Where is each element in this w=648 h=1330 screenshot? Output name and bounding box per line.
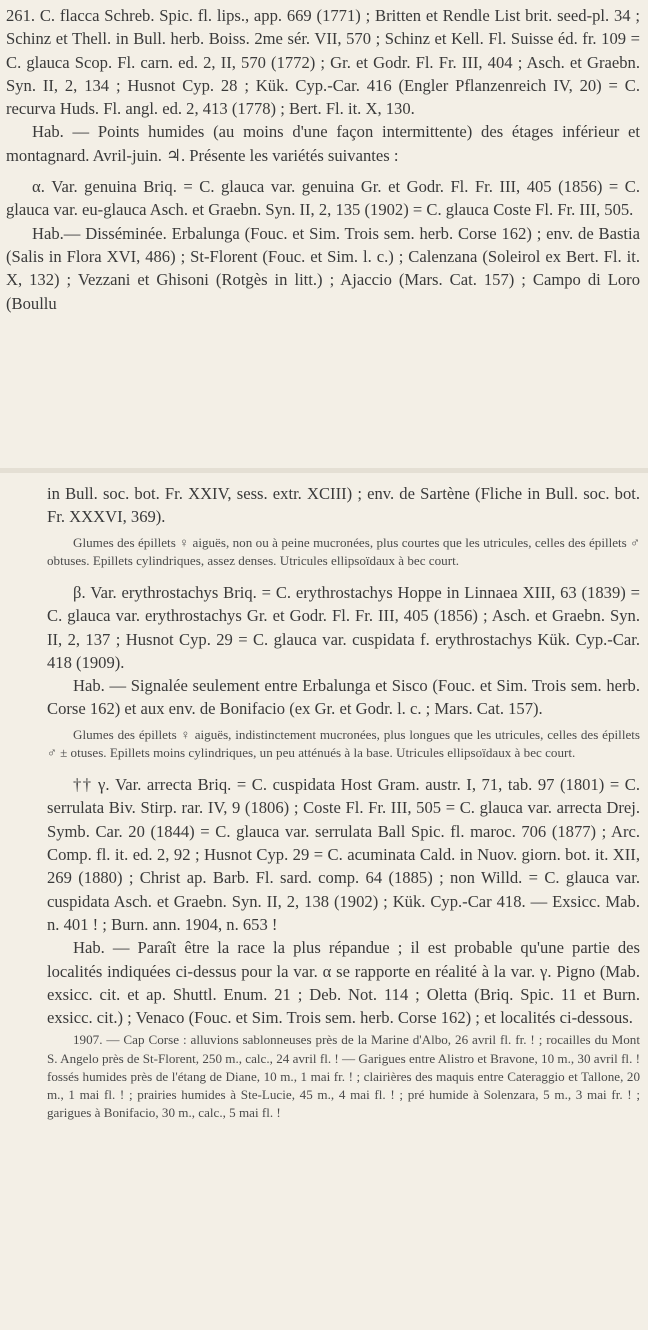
collection-records-1907: 1907. — Cap Corse : alluvions sablonneuses près de la Marine d'Albo, 26 avril fl. fr. ! ; rocailles du Mont S. Angelo près de St-Florent, 250 m., calc., 24 avril fl. ! — Garigues entre Alistro et Bravone, 10 m., 30 avril fl. ! fossés humides près de l'étang de Diane, 10 m., 1 mai fr. ! ; clairières des maquis entre Cateraggio et Tallone, 20 m., 1 mai fl. ! ; prairies humides à Ste-Lucie, 45 m., 4 mai fl. ! ; pré humide à Solenzara, 5 m., 3 mai fr. ! ; garigues à Bonifacio, 30 m., calc., 5 mai fl. !	[47, 1032, 640, 1121]
lower-text-column	[0, 472, 648, 1122]
description-erythrostachys: Glumes des épillets ♀ aiguës, indistinctement mucronées, plus longues que les utricules, celles des épillets ♂ ± otuses. Epillets moins cylindriques, un peu atténués à la base. Utricules ellipsoïdaux à bec court.	[47, 726, 640, 760]
upper-text-column	[0, 0, 648, 315]
species-entry-flacca: 261. C. flacca Schreb. Spic. fl. lips., app. 669 (1771) ; Britten et Rendle List brit. seed-pl. 34 ; Schinz et Thell. in Bull. herb. Boiss. 2me sér. VII, 570 ; Schinz et Kell. Fl. Suisse éd. fr. 109 = C. glauca Scop. Fl. carn. ed. 2, II, 570 (1772) ; Gr. et Godr. Fl. Fr. III, 404 ; Asch. et Graebn. Syn. II, 2, 134 ; Husnot Cyp. 28 ; Kük. Cyp.-Car. 416 (Engler Pflanzenreich IV, 20) = C. recurva Huds. Fl. angl. ed. 2, 413 (1778) ; Bert. Fl. it. X, 130.	[6, 6, 640, 119]
continuation-paragraph: in Bull. soc. bot. Fr. XXIV, sess. extr. XCIII) ; env. de Sartène (Fliche in Bull. soc. bot. Fr. XXXVI, 369).	[47, 484, 640, 527]
description-genuina: Glumes des épillets ♀ aiguës, non ou à peine mucronées, plus courtes que les utricules, celles des épillets ♂ obtuses. Epillets cylindriques, assez denses. Utricules ellipsoïdaux à bec court.	[47, 534, 640, 568]
habitat-arrecta: Hab. — Paraît être la race la plus répandue ; il est probable qu'une partie des localités indiquées ci-dessus pour la var. α se rapporte en réalité à la var. γ. Pigno (Mab. exsicc. cit. et ap. Shuttl. Enum. 21 ; Deb. Not. 114 ; Oletta (Briq. Spic. 11 et Burn. exsicc. cit.) ; Venaco (Fouc. et Sim. Trois sem. herb. Corse 162) ; et localités ci-dessous.	[47, 938, 640, 1028]
variety-genuina: α. Var. genuina Briq. = C. glauca var. genuina Gr. et Godr. Fl. Fr. III, 405 (1856) = C. glauca var. eu-glauca Asch. et Graebn. Syn. II, 2, 135 (1902) = C. glauca Coste Fl. Fr. III, 505.	[6, 177, 640, 220]
habitat-paragraph: Hab. — Points humides (au moins d'une façon intermittente) des étages inférieur et montagnard. Avril-juin. ♃. Présente les variétés suivantes :	[6, 122, 640, 165]
variety-arrecta: †† γ. Var. arrecta Briq. = C. cuspidata Host Gram. austr. I, 71, tab. 97 (1801) = C. serrulata Biv. Stirp. rar. IV, 9 (1806) ; Coste Fl. Fr. III, 505 = C. glauca var. arrecta Drej. Symb. Car. 20 (1844) = C. glauca var. serrulata Ball Spic. fl. maroc. 706 (1877) ; Arc. Comp. fl. it. ed. 2, 92 ; Husnot Cyp. 29 = C. acuminata Cald. in Nuov. giorn. bot. it. XII, 269 (1880) ; Christ ap. Barb. Fl. sard. comp. 64 (1885) ; non Willd. = C. glauca var. cuspidata Asch. et Graebn. Syn. II, 2, 138 (1902) ; Kük. Cyp.-Car 418. — Exsicc. Mab. n. 401 ! ; Burn. ann. 1904, n. 653 !	[47, 775, 640, 934]
habitat-genuina: Hab.— Disséminée. Erbalunga (Fouc. et Sim. Trois sem. herb. Corse 162) ; env. de Bastia (Salis in Flora XVI, 486) ; St-Florent (Fouc. et Sim. l. c.) ; Calenzana (Soleirol ex Bert. Fl. it. X, 132) ; Vezzani et Ghisoni (Rotgès in litt.) ; Ajaccio (Mars. Cat. 157) ; Campo di Loro (Boullu	[6, 223, 640, 313]
variety-erythrostachys: β. Var. erythrostachys Briq. = C. erythrostachys Hoppe in Linnaea XIII, 63 (1839) = C. glauca var. erythrostachys Gr. et Godr. Fl. Fr. III, 405 (1856) ; Asch. et Graebn. Syn. II, 2, 137 ; Husnot Cyp. 29 = C. glauca var. cuspidata f. erythrostachys Kük. Cyp.-Car. 418 (1909).	[47, 583, 640, 672]
habitat-erythrostachys: Hab. — Signalée seulement entre Erbalunga et Sisco (Fouc. et Sim. Trois sem. herb. Corse 162) et aux env. de Bonifacio (ex Gr. et Godr. l. c. ; Mars. Cat. 157).	[47, 676, 640, 719]
